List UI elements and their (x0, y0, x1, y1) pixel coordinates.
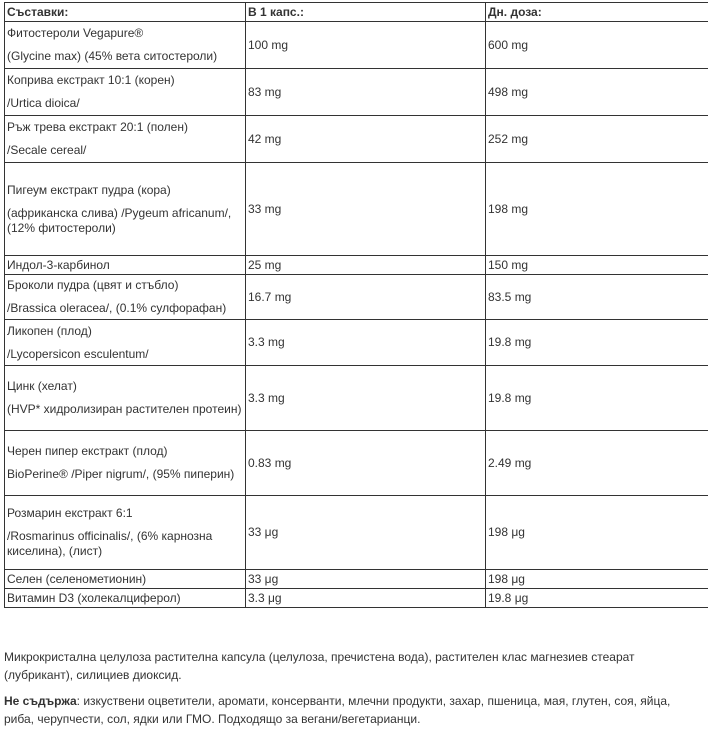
other-ingredients-note: Микрокристална целулоза растителна капсула (целулоза, пречистена вода), растителен клас магнезиев стеарат (лубрикант), силициев диоксид. (4, 650, 635, 682)
header-daily-dose: Дн. доза: (486, 3, 708, 22)
ingredient-detail-line: /Urtica dioica/ (7, 96, 80, 110)
daily-dose-amount: 198 μg (486, 496, 708, 570)
ingredient-name (5, 496, 246, 570)
ingredient-name-line: Витамин D3 (холекалциферол) (7, 590, 181, 605)
ingredient-name (5, 320, 246, 366)
table-row (5, 496, 708, 570)
ingredient-name-line: Ликопен (плод) (7, 323, 92, 338)
ingredients-table (4, 2, 708, 608)
ingredient-name-line: Коприва екстракт 10:1 (корен) (7, 73, 175, 87)
table-row (5, 69, 708, 116)
per-capsule-amount: 3.3 mg (246, 366, 486, 431)
table-row (5, 366, 708, 431)
table-row (5, 256, 708, 275)
table-row (5, 589, 708, 608)
per-capsule-amount: 33 mg (246, 163, 486, 256)
ingredient-name (5, 366, 246, 431)
ingredient-name-line: Индол-3-карбинол (7, 257, 110, 272)
daily-dose-amount: 19.8 mg (486, 320, 708, 366)
ingredient-name-line: Селен (селенометионин) (7, 571, 147, 586)
ingredient-name-line: Ръж трева екстракт 20:1 (полен) (7, 120, 188, 134)
ingredient-name-line: Пигеум екстракт пудра (кора) (7, 182, 171, 197)
daily-dose-amount: 2.49 mg (486, 431, 708, 496)
ingredient-name (5, 275, 246, 320)
ingredient-detail-line: /Brassica oleracea/, (0.1% сулфорафан) (7, 301, 227, 315)
header-per-capsule: В 1 капс.: (246, 3, 486, 22)
ingredient-name (5, 22, 246, 69)
free-from-text: : изкуствени оцветители, аромати, консерванти, млечни продукти, захар, пшеница, мая, глутен, соя, яйца, риба, черупчести, сол, ядки или ГМО. Подходящо за вегани/вегетарианци. (4, 694, 671, 726)
per-capsule-amount: 3.3 mg (246, 320, 486, 366)
per-capsule-amount: 0.83 mg (246, 431, 486, 496)
daily-dose-amount: 19.8 mg (486, 366, 708, 431)
ingredient-name (5, 570, 246, 589)
ingredient-detail-line: /Rosmarinus officinalis/, (6% карнозна киселина), (лист) (7, 529, 213, 558)
ingredient-detail-line: /Secale cereal/ (7, 143, 87, 157)
table-row (5, 163, 708, 256)
ingredient-detail-line: (Glycine max) (45% вета ситостероли) (7, 49, 218, 63)
per-capsule-amount: 42 mg (246, 116, 486, 163)
per-capsule-amount: 33 μg (246, 570, 486, 589)
ingredient-name-line: Розмарин екстракт 6:1 (7, 506, 133, 520)
per-capsule-amount: 3.3 μg (246, 589, 486, 608)
table-header-row (5, 3, 708, 22)
per-capsule-amount: 16.7 mg (246, 275, 486, 320)
table-row (5, 431, 708, 496)
table-row (5, 22, 708, 69)
per-capsule-amount: 83 mg (246, 69, 486, 116)
daily-dose-amount: 198 mg (486, 163, 708, 256)
daily-dose-amount: 83.5 mg (486, 275, 708, 320)
ingredient-detail-line: /Lycopersicon esculentum/ (7, 346, 149, 361)
daily-dose-amount: 252 mg (486, 116, 708, 163)
ingredient-name (5, 116, 246, 163)
table-row (5, 116, 708, 163)
ingredient-name-line: Черен пипер екстракт (плод) (7, 444, 168, 458)
ingredient-name (5, 256, 246, 275)
ingredient-name (5, 163, 246, 256)
table-row (5, 275, 708, 320)
ingredient-name-line: Броколи пудра (цвят и стъбло) (7, 278, 179, 292)
per-capsule-amount: 25 mg (246, 256, 486, 275)
ingredient-name-line: Фитостероли Vegapure® (7, 26, 144, 40)
table-row (5, 320, 708, 366)
daily-dose-amount: 498 mg (486, 69, 708, 116)
ingredient-detail-line: (африканска слива) /Pygeum africanum/, (12% фитостероли) (7, 205, 232, 235)
ingredient-name-line: Цинк (хелат) (7, 379, 77, 393)
daily-dose-amount: 198 μg (486, 570, 708, 589)
free-from-note (4, 692, 694, 728)
daily-dose-amount: 600 mg (486, 22, 708, 69)
ingredient-name (5, 69, 246, 116)
ingredient-name (5, 431, 246, 496)
ingredient-name (5, 589, 246, 608)
daily-dose-amount: 19.8 μg (486, 589, 708, 608)
daily-dose-amount: 150 mg (486, 256, 708, 275)
ingredient-detail-line: BioPerine® /Piper nigrum/, (95% пиперин) (7, 467, 235, 481)
table-row (5, 570, 708, 589)
per-capsule-amount: 100 mg (246, 22, 486, 69)
per-capsule-amount: 33 μg (246, 496, 486, 570)
free-from-label: Не съдържа (4, 694, 77, 708)
ingredient-detail-line: (HVP* хидролизиран растителен протеин) (7, 402, 242, 416)
header-ingredients: Съставки: (5, 3, 246, 22)
